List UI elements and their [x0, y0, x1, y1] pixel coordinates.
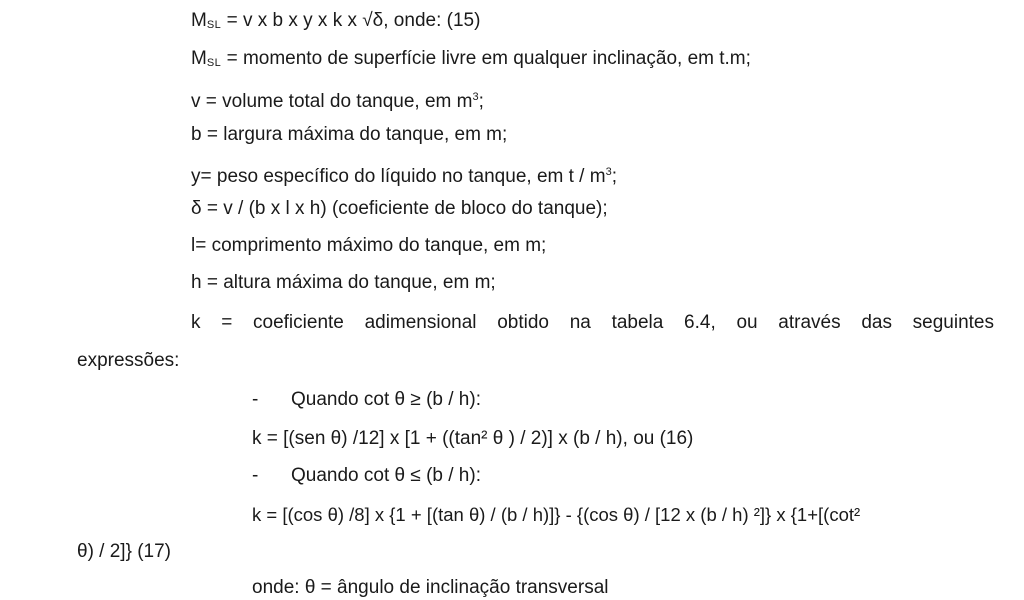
msl-symbol: M [191, 48, 207, 69]
definition-k-word: = [221, 312, 233, 333]
definition-k-word: através [778, 312, 841, 333]
msl-subscript: SL [206, 57, 222, 69]
definition-delta: δ = v / (b x l x h) (coeficiente de bloco do tanque); [191, 198, 608, 219]
msl-subscript: SL [206, 19, 222, 31]
equation-17-line-1: k = [(cos θ) /8] x {1 + [(tan θ) / (b / h)]} - {(cos θ) / [12 x (b / h) ²]} x {1+[(cot² [252, 504, 861, 525]
definition-v-text: v = volume total do tanque, em m [191, 91, 473, 112]
definition-k-word: obtido [497, 312, 550, 333]
case-1-condition: Quando cot θ ≥ (b / h): [291, 389, 481, 410]
definition-k-word: na [569, 312, 591, 333]
formula-15 [191, 9, 480, 37]
definition-k-word: seguintes [912, 312, 994, 333]
definition-v [191, 85, 484, 114]
definition-msl-text: = momento de superfície livre em qualquer inclinação, em t.m; [221, 48, 751, 69]
definition-k-word: adimensional [364, 312, 477, 333]
definition-msl [191, 47, 751, 75]
definition-h: h = altura máxima do tanque, em m; [191, 272, 496, 293]
definition-k-word: k [191, 312, 201, 333]
definition-b: b = largura máxima do tanque, em m; [191, 124, 508, 145]
equation-17-line-2: θ) / 2]} (17) [77, 541, 171, 562]
definition-k-word: tabela [611, 312, 664, 333]
definition-k-word: 6.4, [684, 312, 716, 333]
definition-k-word: ou [736, 312, 758, 333]
definition-l: l= comprimento máximo do tanque, em m; [191, 235, 547, 256]
definition-y [191, 160, 617, 189]
superscript-3: 3 [605, 166, 612, 178]
case-2-dash: - [252, 465, 259, 486]
definition-k-word: coeficiente [253, 312, 344, 333]
equation-16: k = [(sen θ) /12] x [1 + ((tan² θ ) / 2)] x (b / h), ou (16) [252, 428, 694, 449]
case-1-dash: - [252, 389, 259, 410]
theta-note: onde: θ = ângulo de inclinação transversal [252, 577, 609, 598]
formula-15-rest: = v x b x y x k x √δ, onde: (15) [221, 10, 481, 31]
superscript-3: 3 [472, 91, 479, 103]
msl-symbol: M [191, 10, 207, 31]
definition-k-continuation: expressões: [77, 350, 180, 371]
definition-k [191, 311, 994, 335]
definition-y-text: y= peso específico do líquido no tanque, em t / m [191, 166, 606, 187]
case-2-condition: Quando cot θ ≤ (b / h): [291, 465, 481, 486]
definition-k-word: das [861, 312, 892, 333]
definition-v-end: ; [478, 91, 484, 112]
definition-y-end: ; [611, 166, 617, 187]
